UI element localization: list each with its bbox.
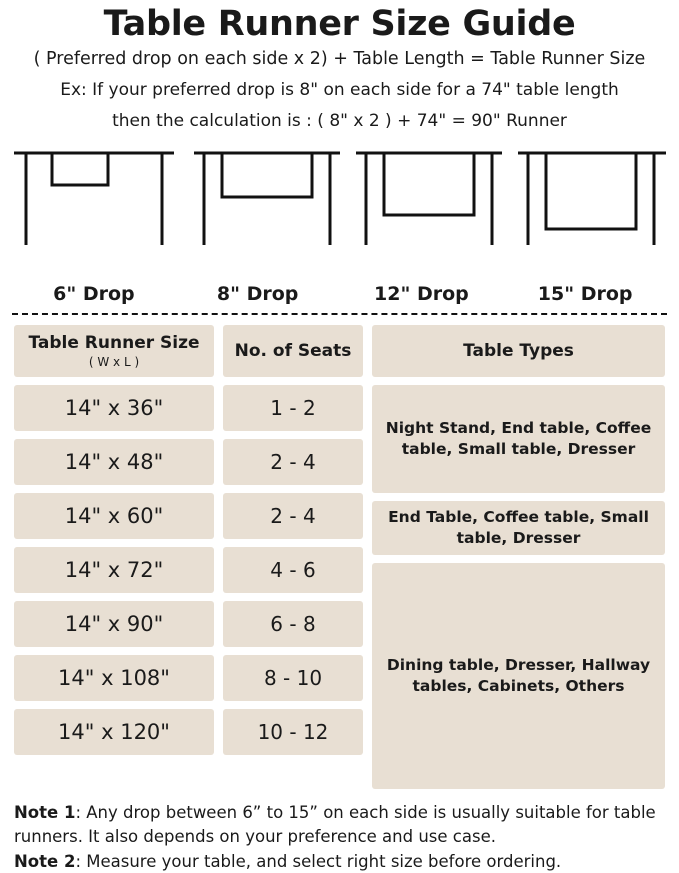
size-guide-page [0, 4, 679, 871]
page-title: Table Runner Size Guide [103, 4, 576, 44]
table-row: Dining table, Dresser, Hallway tables, Cabinets, Others [372, 563, 665, 789]
table-row: 2 - 4 [223, 493, 363, 539]
dashed-divider [12, 313, 667, 315]
example-line-2: then the calculation is : ( 8" x 2 ) + 74" = 90" Runner [112, 110, 567, 131]
column-runner-size [14, 325, 214, 797]
table-row: 14" x 60" [14, 493, 214, 539]
header-runner-size-label: Table Runner Size [28, 333, 200, 354]
drop-illustrations [8, 141, 671, 281]
header-seats-label: No. of Seats [234, 341, 352, 362]
header-table-types [372, 325, 665, 377]
note-2-text: : Measure your table, and select right size before ordering. [75, 852, 562, 871]
table-row: End Table, Coffee table, Small table, Dresser [372, 501, 665, 555]
note-1-text: : Any drop between 6” to 15” on each side is usually suitable for table runners. It also depends on your preference and use case. [14, 803, 656, 846]
table-row: 4 - 6 [223, 547, 363, 593]
header-runner-size-sub: ( W x L ) [88, 355, 140, 370]
drop-label-15: 15" Drop [537, 283, 633, 306]
table-row: 8 - 10 [223, 655, 363, 701]
table-row: 6 - 8 [223, 601, 363, 647]
formula-line: ( Preferred drop on each side x 2) + Table Length = Table Runner Size [33, 49, 646, 70]
header-table-types-label: Table Types [463, 341, 574, 362]
size-table [8, 325, 671, 797]
table-row: 14" x 72" [14, 547, 214, 593]
note-2-label: Note 2 [14, 852, 76, 871]
table-row: 1 - 2 [223, 385, 363, 431]
table-row: Night Stand, End table, Coffee table, Small table, Dresser [372, 385, 665, 493]
table-row: 14" x 48" [14, 439, 214, 485]
table-row: 14" x 36" [14, 385, 214, 431]
column-seats [223, 325, 363, 797]
note-2 [14, 850, 665, 873]
table-row: 14" x 108" [14, 655, 214, 701]
drop-label-12: 12" Drop [374, 283, 469, 306]
drop-label-row [8, 283, 671, 305]
note-1 [14, 801, 665, 848]
table-row: 14" x 90" [14, 601, 214, 647]
tables-diagram-svg [8, 141, 671, 261]
header-seats [223, 325, 363, 377]
header-runner-size [14, 325, 214, 377]
table-row: 14" x 120" [14, 709, 214, 755]
column-table-types [372, 325, 665, 797]
drop-label-8: 8" Drop [216, 283, 299, 306]
drop-label-6: 6" Drop [53, 283, 135, 306]
example-line-1: Ex: If your preferred drop is 8" on each side for a 74" table length [60, 79, 619, 100]
note-1-label: Note 1 [14, 803, 76, 823]
table-row: 10 - 12 [223, 709, 363, 755]
notes-section [8, 797, 671, 873]
table-row: 2 - 4 [223, 439, 363, 485]
